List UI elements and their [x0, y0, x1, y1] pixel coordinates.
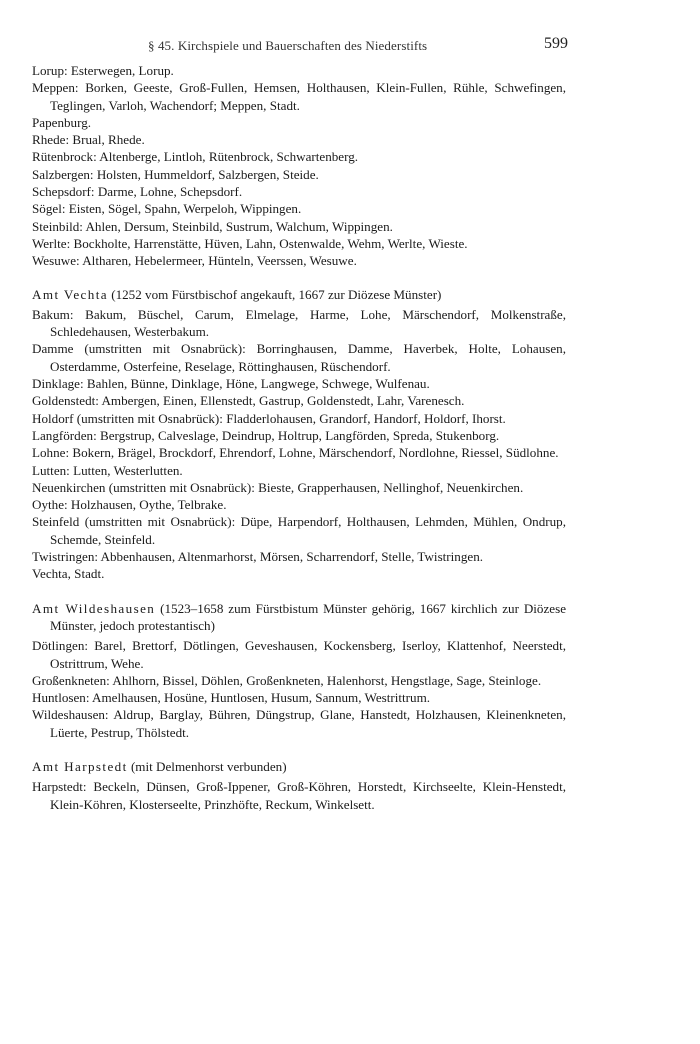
- parish-entry: Lohne: Bokern, Brägel, Brockdorf, Ehrendorf, Lohne, Märschendorf, Nordlohne, Riessel, Südlohne.: [32, 445, 559, 461]
- parish-entry: Steinbild: Ahlen, Dersum, Steinbild, Sustrum, Walchum, Wippingen.: [32, 218, 393, 234]
- parish-entry: Huntlosen: Amelhausen, Hosüne, Huntlosen, Husum, Sannum, Westrittrum.: [32, 690, 431, 706]
- parish-entry: Sögel: Eisten, Sögel, Spahn, Werpeloh, Wippingen.: [32, 201, 302, 217]
- parish-entry: Dötlingen: Barel, Brettorf, Dötlingen, Geveshausen, Kockensberg, Iserloy, Klattenhof, Neerstedt, Ostrittrum, Wehe.: [32, 638, 566, 671]
- parish-entry: Großenkneten: Ahlhorn, Bissel, Döhlen, Großenkneten, Halenhorst, Hengstlage, Sage, Steinloge.: [32, 672, 542, 688]
- parish-entry: Bakum: Bakum, Büschel, Carum, Elmelage, Harme, Lohe, Märschendorf, Molkenstraße, Schledehausen, Westerbakum.: [32, 306, 566, 340]
- parish-entry: Rütenbrock: Altenberge, Lintloh, Rütenbrock, Schwartenberg.: [32, 149, 359, 165]
- emsland-parish-list: [32, 62, 566, 270]
- section-amt-vechta: [32, 286, 566, 583]
- running-title: § 45. Kirchspiele und Bauerschaften des Niederstifts: [148, 38, 428, 53]
- parish-entry: Rhede: Brual, Rhede.: [32, 132, 145, 148]
- amt-name: Amt Harpstedt: [32, 758, 128, 774]
- parish-entry: Schepsdorf: Darme, Lohne, Schepsdorf.: [32, 184, 243, 200]
- section-amt-harpstedt: [32, 758, 566, 813]
- parish-entry: Holdorf (umstritten mit Osnabrück): Fladderlohausen, Grandorf, Handorf, Holdorf, Ihorst.: [32, 410, 506, 426]
- amt-note: (1523–1658 zum Fürstbistum Münster gehörig, 1667 kirchlich zur Diözese Münster, jedoch protestantisch): [50, 600, 567, 633]
- parish-entry: Meppen: Borken, Geeste, Groß-Fullen, Hemsen, Holthausen, Klein-Fullen, Rühle, Schwefingen, Teglingen, Varloh, Wachendorf; Meppen, Stadt.: [32, 80, 566, 113]
- parish-entry: Lutten: Lutten, Westerlutten.: [32, 462, 183, 478]
- parish-entry: Dinklage: Bahlen, Bünne, Dinklage, Höne, Langwege, Schwege, Wulfenau.: [32, 376, 430, 392]
- section-heading: [32, 286, 566, 303]
- parish-entry: Papenburg.: [32, 114, 92, 130]
- parish-entry: Werlte: Bockholte, Harrenstätte, Hüven, Lahn, Ostenwalde, Wehm, Werlte, Wieste.: [32, 235, 468, 251]
- parish-entry: Wildeshausen: Aldrup, Barglay, Bühren, Düngstrup, Glane, Hanstedt, Holzhausen, Kleinenkneten, Lüerte, Pestrup, Thölstedt.: [32, 707, 566, 740]
- parish-entry: Steinfeld (umstritten mit Osnabrück): Düpe, Harpendorf, Holthausen, Lehmden, Mühlen, Ondrup, Schemde, Steinfeld.: [32, 514, 566, 547]
- parish-entry: Twistringen: Abbenhausen, Altenmarhorst, Mörsen, Scharrendorf, Stelle, Twistringen.: [32, 549, 484, 565]
- section-heading: [32, 600, 566, 635]
- parish-entry: Salzbergen: Holsten, Hummeldorf, Salzbergen, Steide.: [32, 166, 319, 182]
- parish-entry: Vechta, Stadt.: [32, 566, 105, 582]
- parish-entry: Langförden: Bergstrup, Calveslage, Deindrup, Holtrup, Langförden, Spreda, Stukenborg.: [32, 427, 500, 443]
- amt-note: (1252 vom Fürstbischof angekauft, 1667 zur Diözese Münster): [107, 286, 442, 302]
- parish-entry: Oythe: Holzhausen, Oythe, Telbrake.: [32, 497, 227, 513]
- book-page: [32, 35, 568, 813]
- parish-entry: Wesuwe: Altharen, Hebelermeer, Hünteln, Veerssen, Wesuwe.: [32, 253, 357, 269]
- parish-entry: Harpstedt: Beckeln, Dünsen, Groß-Ippener, Groß-Köhren, Horstedt, Kirchseelte, Klein-Henstedt, Klein-Köhren, Klosterseelte, Prinzhöfte, Reckum, Winkelsett.: [32, 779, 566, 812]
- section-amt-wildeshausen: [32, 600, 566, 741]
- section-heading: [32, 758, 566, 775]
- parish-entry: Damme (umstritten mit Osnabrück): Borringhausen, Damme, Haverbek, Holte, Lohausen, Osterdamme, Osterfeine, Reselage, Röttinghausen, Rüschendorf.: [32, 341, 566, 374]
- amt-note: (mit Delmenhorst verbunden): [127, 758, 287, 774]
- amt-name: Amt Vechta: [32, 286, 108, 302]
- parish-entry: Goldenstedt: Ambergen, Einen, Ellenstedt, Gastrup, Goldenstedt, Lahr, Varenesch.: [32, 393, 465, 409]
- page-header: [32, 35, 568, 62]
- amt-name: Amt Wildeshausen: [32, 600, 156, 616]
- parish-entry: Lorup: Esterwegen, Lorup.: [32, 63, 174, 78]
- page-number: 599: [544, 35, 568, 52]
- parish-entry: Neuenkirchen (umstritten mit Osnabrück): Bieste, Grapperhausen, Nellinghof, Neuenkirchen.: [32, 479, 524, 495]
